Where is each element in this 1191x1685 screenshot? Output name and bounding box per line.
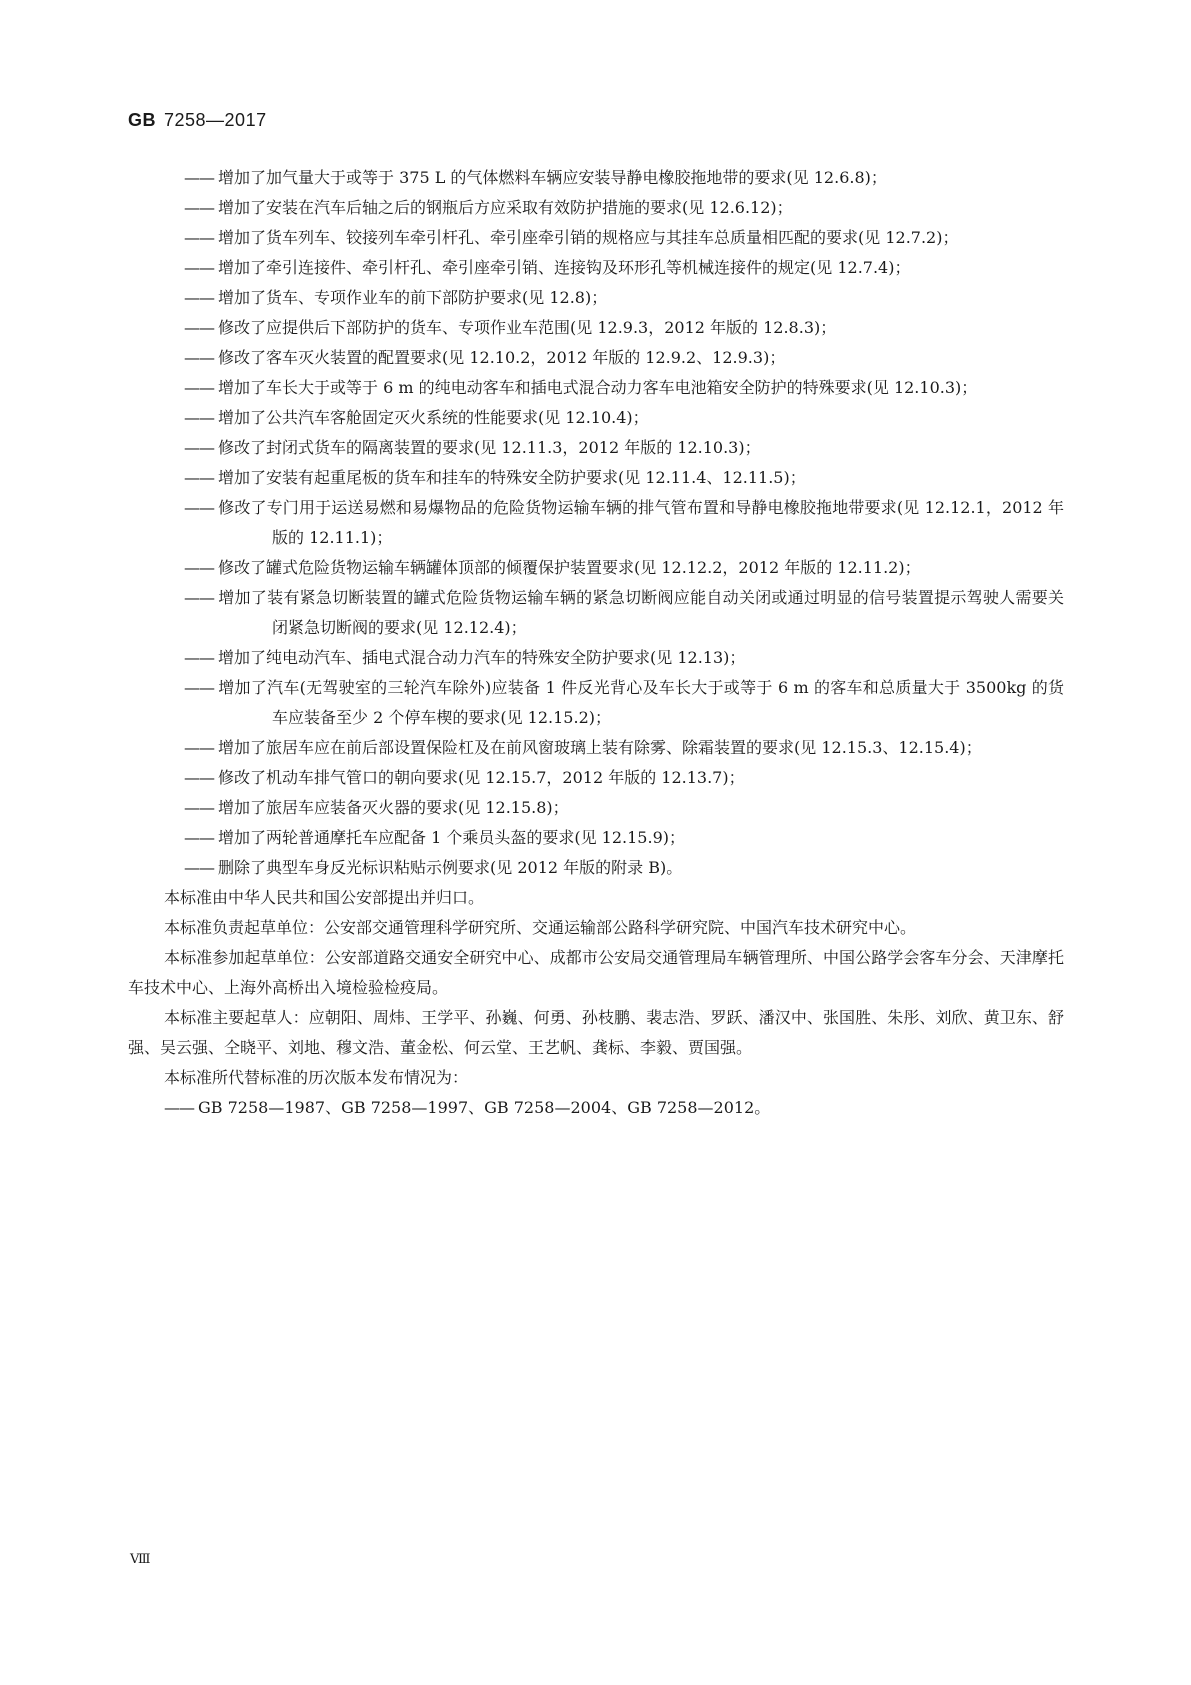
list-item: —— 修改了罐式危险货物运输车辆罐体顶部的倾覆保护装置要求(见 12.12.2，2012 年版的 12.11.2)； — [184, 558, 921, 577]
paragraph-participating-units: 本标准参加起草单位：公安部道路交通安全研究中心、成都市公安局交通管理局车辆管理所、中国公路学会客车分会、天津摩托车技术中心、上海外高桥出入境检验检疫局。 — [128, 948, 1064, 997]
page-content — [128, 163, 1064, 1123]
list-item: —— 修改了应提供后下部防护的货车、专项作业车范围(见 12.9.3，2012 年版的 12.8.3)； — [184, 318, 837, 337]
history-versions: —— GB 7258—1987、GB 7258—1997、GB 7258—2004、GB 7258—2012。 — [164, 1098, 771, 1117]
paragraph-proposer: 本标准由中华人民共和国公安部提出并归口。 — [164, 888, 485, 907]
standard-prefix: GB — [128, 110, 156, 130]
list-item: —— 增加了加气量大于或等于 375 L 的气体燃料车辆应安装导静电橡胶拖地带的要求(见 12.6.8)； — [184, 168, 887, 187]
list-item: —— 增加了旅居车应装备灭火器的要求(见 12.15.8)； — [184, 798, 569, 817]
list-item: —— 增加了货车、专项作业车的前下部防护要求(见 12.8)； — [184, 288, 608, 307]
list-item: —— 增加了旅居车应在前后部设置保险杠及在前风窗玻璃上装有除雾、除霜装置的要求(见 12.15.3、12.15.4)； — [184, 738, 982, 757]
list-item: —— 增加了车长大于或等于 6 m 的纯电动客车和插电式混合动力客车电池箱安全防护的特殊要求(见 12.10.3)； — [184, 378, 978, 397]
list-item: —— 增加了牵引连接件、牵引杆孔、牵引座牵引销、连接钩及环形孔等机械连接件的规定(见 12.7.4)； — [184, 258, 911, 277]
list-item: —— 删除了典型车身反光标识粘贴示例要求(见 2012 年版的附录 B)。 — [184, 858, 683, 877]
list-item: —— 增加了装有紧急切断装置的罐式危险货物运输车辆的紧急切断阀应能自动关闭或通过明显的信号装置提示驾驶人需要关闭紧急切断阀的要求(见 12.12.4)； — [184, 588, 1064, 637]
document-header — [128, 110, 267, 131]
list-item: —— 增加了安装在汽车后轴之后的钢瓶后方应采取有效防护措施的要求(见 12.6.12)； — [184, 198, 793, 217]
paragraph-history-intro: 本标准所代替标准的历次版本发布情况为： — [164, 1068, 469, 1087]
list-item: —— 增加了两轮普通摩托车应配备 1 个乘员头盔的要求(见 12.15.9)； — [184, 828, 685, 847]
list-item: —— 修改了客车灭火装置的配置要求(见 12.10.2，2012 年版的 12.9.2、12.9.3)； — [184, 348, 786, 367]
paragraph-drafters: 本标准主要起草人：应朝阳、周炜、王学平、孙巍、何勇、孙枝鹏、裴志浩、罗跃、潘汉中、张国胜、朱彤、刘欣、黄卫东、舒强、吴云强、仝晓平、刘地、穆文浩、董金松、何云堂、王艺帆、龚标、李毅、贾国强。 — [128, 1008, 1064, 1057]
paragraph-drafting-units: 本标准负责起草单位：公安部交通管理科学研究所、交通运输部公路科学研究院、中国汽车技术研究中心。 — [164, 918, 917, 937]
list-item: —— 修改了专门用于运送易燃和易爆物品的危险货物运输车辆的排气管布置和导静电橡胶拖地带要求(见 12.12.1，2012 年版的 12.11.1)； — [184, 498, 1064, 547]
standard-number: 7258—2017 — [164, 110, 267, 130]
list-item: —— 修改了封闭式货车的隔离装置的要求(见 12.11.3，2012 年版的 12.10.3)； — [184, 438, 761, 457]
list-item: —— 增加了汽车(无驾驶室的三轮汽车除外)应装备 1 件反光背心及车长大于或等于 6 m 的客车和总质量大于 3500kg 的货车应装备至少 2 个停车楔的要求(见 12.15.2)； — [184, 678, 1064, 727]
list-item: —— 修改了机动车排气管口的朝向要求(见 12.15.7，2012 年版的 12.13.7)； — [184, 768, 745, 787]
list-item: —— 增加了纯电动汽车、插电式混合动力汽车的特殊安全防护要求(见 12.13)； — [184, 648, 746, 667]
change-list — [128, 163, 1064, 883]
page-number: Ⅷ — [130, 1552, 150, 1567]
list-item: —— 增加了安装有起重尾板的货车和挂车的特殊安全防护要求(见 12.11.4、12.11.5)； — [184, 468, 806, 487]
list-item: —— 增加了公共汽车客舱固定灭火系统的性能要求(见 12.10.4)； — [184, 408, 649, 427]
list-item: —— 增加了货车列车、铰接列车牵引杆孔、牵引座牵引销的规格应与其挂车总质量相匹配的要求(见 12.7.2)； — [184, 228, 959, 247]
